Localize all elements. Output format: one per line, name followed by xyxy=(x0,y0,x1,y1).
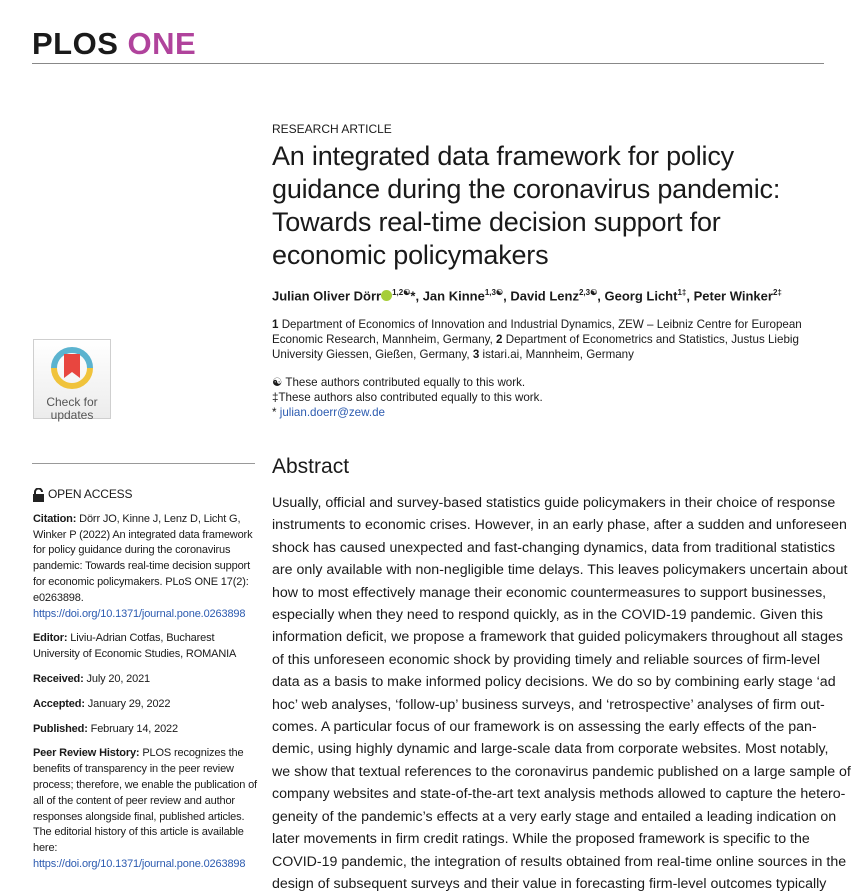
author-list: Julian Oliver Dörr $^{1,2☯}$*, Jan Kinne$^{1,3☯}$, David Lenz$^{2,3☯}$, Georg Licht$^{1\ddagger}$, Peter Winker$^{2\ddagger}$ xyxy=(272,288,782,304)
affil-num: 3 xyxy=(472,348,480,361)
abstract-line: shock has caused unexpected and fast-changing dynamics, data from traditional statistics xyxy=(272,539,836,556)
affil-num: 1 xyxy=(272,318,279,331)
badge-line2: updates xyxy=(50,408,94,422)
abstract-line: especially when they need to respond quickly, as in the COVID-19 pandemic. Given this xyxy=(272,607,823,624)
peer-review-label: Peer Review History: xyxy=(33,747,140,760)
abstract-line: data as a basis to make informed policy decisions. We do so by combining early stage ‘ad xyxy=(272,674,836,691)
abstract-line: how to most effectively manage their economic countermeasures to support businesses, xyxy=(272,584,827,601)
open-access xyxy=(33,487,257,503)
email-link[interactable]: julian.doerr@zew.de xyxy=(279,406,385,419)
affil-text: istari.ai, Mannheim, Germany xyxy=(482,348,634,361)
abstract-line: hoc’ web analyses, ‘follow-up’ business surveys, and ‘retrospective’ analyses of firm out- xyxy=(272,696,825,713)
citation-label: Citation: xyxy=(33,512,77,525)
crossmark-icon xyxy=(50,346,94,390)
logo-one: ONE xyxy=(127,26,197,61)
abstract-body xyxy=(272,492,851,895)
corresp-mark: * xyxy=(272,406,277,419)
peer-review-link[interactable]: https://doi.org/10.1371/journal.pone.0263898 xyxy=(33,857,246,870)
author-affil-sup: 2,3☯ xyxy=(578,288,598,297)
citation-doi-link[interactable]: https://doi.org/10.1371/journal.pone.0263898 xyxy=(33,607,246,620)
accepted-label: Accepted: xyxy=(33,697,85,710)
citation xyxy=(33,512,257,623)
orcid-icon[interactable] xyxy=(381,290,392,301)
accepted-date: January 29, 2022 xyxy=(87,697,171,710)
abstract-heading: Abstract xyxy=(272,455,350,478)
abstract-line: demic, using highly dynamic and large-scale data from corporate websites. Most notably, xyxy=(272,741,829,758)
abstract-line: comes. A particular focus of our framework is on assessing the early effects of the pan- xyxy=(272,719,817,736)
note-also-contribution: ‡These authors also contributed equally to this work. xyxy=(272,391,543,404)
abstract-line: Usually, official and survey-based statistics guide policymakers in their choice of response xyxy=(272,495,836,511)
open-access-label: OPEN ACCESS xyxy=(48,487,133,501)
peer-review-history xyxy=(33,746,257,872)
affil-num: 2 xyxy=(496,333,503,346)
author-affil-sup: 2‡ xyxy=(772,288,782,297)
author-name[interactable]: Jan Kinne xyxy=(422,288,485,304)
abstract-line: geneity of the pandemic’s effects at a very early stage and entailed a leading indication on xyxy=(272,808,837,825)
author-affil-sup: 1‡ xyxy=(677,288,687,297)
received xyxy=(33,672,257,688)
abstract-line: company websites and state-of-the-art text analysis methods allowed to capture the hetero- xyxy=(272,786,846,803)
corresponding-mark: * xyxy=(410,288,416,304)
open-lock-icon xyxy=(33,488,44,502)
abstract-line: we show that textual references to the coronavirus pandemic published on a large sample of xyxy=(272,763,851,780)
author-name[interactable]: Julian Oliver Dörr xyxy=(272,288,382,304)
published xyxy=(33,722,257,738)
abstract-line: of this unforeseen economic shock by providing timely and reliable sources of firm-level xyxy=(272,651,821,668)
affil-text: Department of Economics of Innovation and Industrial Dynamics, ZEW – Leibniz Centre for European Economic Research, Mannheim, Germany, xyxy=(272,318,802,346)
author-name[interactable]: Georg Licht xyxy=(604,288,678,304)
journal-logo[interactable] xyxy=(32,26,196,62)
editor-label: Editor: xyxy=(33,632,68,645)
author-notes xyxy=(272,375,832,420)
editor xyxy=(33,631,257,663)
article-title: An integrated data framework for policy guidance during the coronavirus pandemic: Towards real-time decision support for economic policymakers xyxy=(272,141,781,270)
affil-text: Department of Econometrics and Statistics, Justus Liebig University Giessen, Gießen, Germany, xyxy=(272,333,799,361)
note-equal-contribution: ☯ These authors contributed equally to this work. xyxy=(272,376,526,389)
sidebar xyxy=(33,487,257,882)
received-date: July 20, 2021 xyxy=(86,672,151,685)
logo-plos: PLOS xyxy=(32,26,119,61)
check-for-updates-badge[interactable] xyxy=(33,339,111,422)
abstract-line: instruments to economic crises. However, in an early phase, after a sudden and unforeseen xyxy=(272,517,847,534)
abstract-line: COVID-19 pandemic, the integration of results obtained from real-time online sources in the xyxy=(272,853,847,870)
abstract-line: design of subsequent surveys and their value in forecasting firm-level outcomes typically xyxy=(272,875,827,892)
published-label: Published: xyxy=(33,722,88,735)
abstract-line: are only available with non-negligible time delays. This leaves policymakers uncertain about xyxy=(272,562,848,579)
abstract-line: later movements in firm credit ratings. While the proposed framework is specific to the xyxy=(272,831,810,848)
corresponding-email xyxy=(272,405,832,420)
author-affil-sup: 1,3☯ xyxy=(484,288,504,297)
peer-review-text: PLOS recognizes the benefits of transparency in the peer review process; therefore, we enable the publication of all of the content of peer review and author responses alongside final, published articles. The editorial history of this article is available here: xyxy=(33,747,257,855)
article-type: RESEARCH ARTICLE xyxy=(272,122,392,136)
editor-text: Liviu-Adrian Cotfas, Bucharest University of Economic Studies, ROMANIA xyxy=(33,632,237,661)
published-date: February 14, 2022 xyxy=(90,722,178,735)
received-label: Received: xyxy=(33,672,84,685)
sidebar-divider xyxy=(32,463,255,464)
badge-line1: Check for xyxy=(46,395,98,409)
accepted xyxy=(33,697,257,713)
author-name[interactable]: David Lenz xyxy=(510,288,579,304)
header-divider xyxy=(32,63,824,64)
abstract-line: information deficit, we propose a framework that guided policymakers throughout all stages xyxy=(272,629,843,646)
citation-text: Dörr JO, Kinne J, Lenz D, Licht G, Winker P (2022) An integrated data framework for policy guidance during the coronavirus pandemic: Towards real-time decision support for economic policymakers. PLoS ONE 17(2): e0263898. xyxy=(33,512,253,604)
author-affil-sup: 1,2☯ xyxy=(392,288,411,297)
affiliations xyxy=(272,317,832,362)
author-name[interactable]: Peter Winker xyxy=(693,288,773,304)
